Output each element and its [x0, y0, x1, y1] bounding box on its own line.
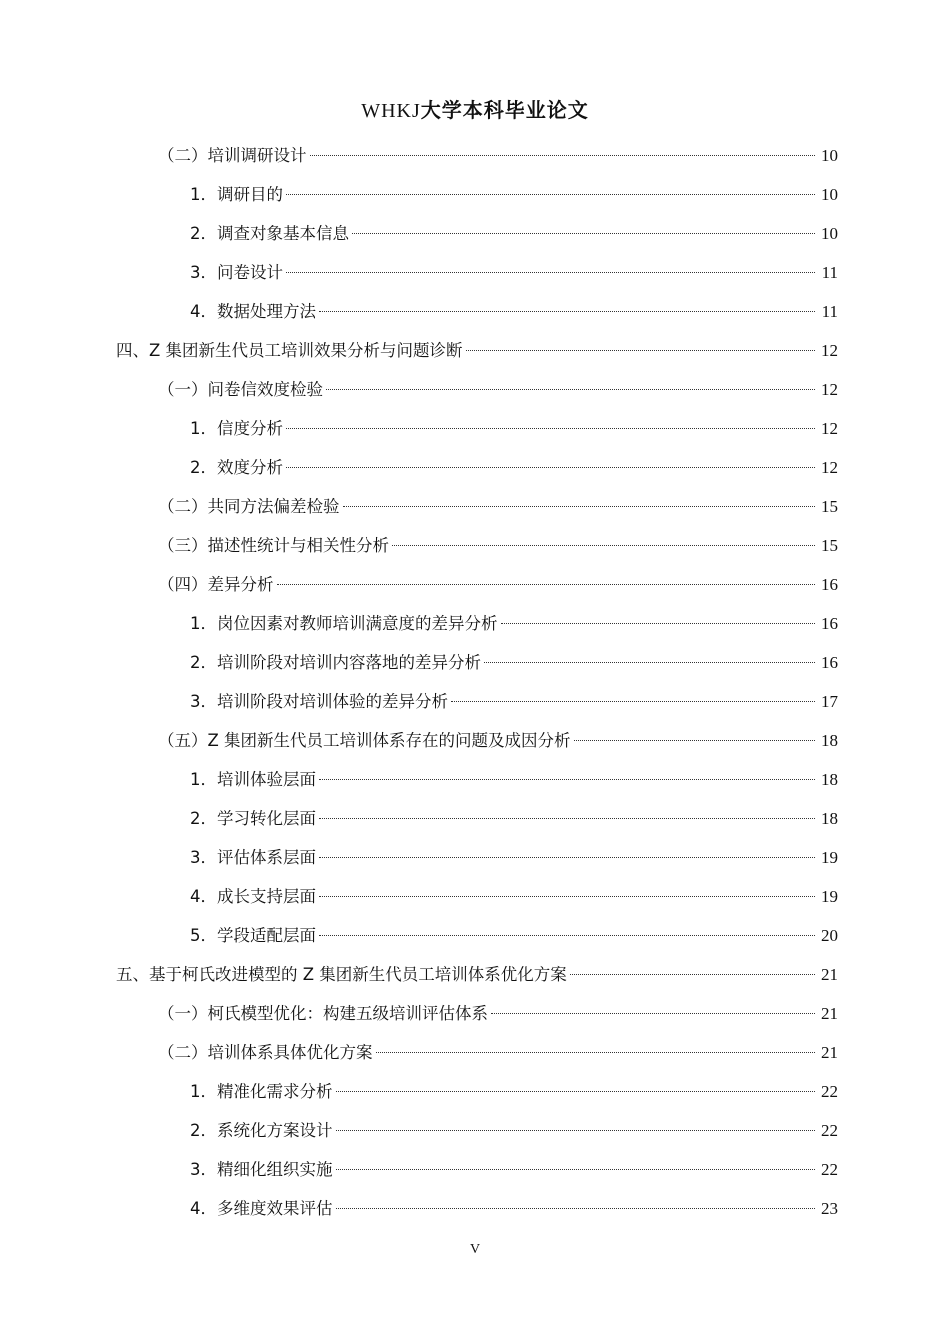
toc-entry-label: （一）柯氏模型优化：构建五级培训评估体系	[158, 1004, 488, 1023]
dot-leader	[336, 1169, 816, 1170]
toc-entry-label: （五）Z 集团新生代员工培训体系存在的问题及成因分析	[158, 731, 571, 750]
toc-entry-page: 21	[821, 1043, 838, 1062]
toc-entry-label: （二）培训体系具体优化方案	[158, 1043, 373, 1062]
toc-entry[interactable]	[158, 370, 838, 409]
toc-entry-page: 16	[821, 575, 838, 594]
dot-leader	[343, 506, 816, 507]
toc-entry[interactable]	[190, 292, 838, 331]
toc-entry[interactable]	[116, 955, 838, 994]
toc-entry-label: （一）问卷信效度检验	[158, 380, 323, 399]
dot-leader	[336, 1130, 816, 1131]
toc-entry[interactable]	[158, 721, 838, 760]
toc-entry[interactable]	[190, 448, 838, 487]
toc-entry-label: 3．评估体系层面	[190, 848, 316, 867]
toc-entry-label: 1．信度分析	[190, 419, 283, 438]
page-header	[0, 94, 950, 123]
toc-entry-label: （三）描述性统计与相关性分析	[158, 536, 389, 555]
toc-entry-label: 四、Z 集团新生代员工培训效果分析与问题诊断	[116, 341, 463, 360]
toc-entry-page: 19	[821, 848, 838, 867]
dot-leader	[574, 740, 815, 741]
toc-entry-label: 1．调研目的	[190, 185, 283, 204]
dot-leader	[319, 779, 815, 780]
toc-entry-page: 16	[821, 653, 838, 672]
toc-entry[interactable]	[190, 682, 838, 721]
dot-leader	[319, 818, 815, 819]
toc-entry-label: 5．学段适配层面	[190, 926, 316, 945]
toc-entry[interactable]	[190, 409, 838, 448]
toc-entry-label: 2．培训阶段对培训内容落地的差异分析	[190, 653, 481, 672]
toc-entry-page: 10	[821, 146, 838, 165]
toc-entry-page: 15	[821, 497, 838, 516]
toc-entry-page: 11	[821, 302, 838, 321]
toc-entry[interactable]	[190, 877, 838, 916]
toc-entry-page: 22	[821, 1160, 838, 1179]
dot-leader	[336, 1208, 816, 1209]
toc-entry[interactable]	[190, 643, 838, 682]
toc-entry-label: 4．成长支持层面	[190, 887, 316, 906]
dot-leader	[277, 584, 816, 585]
toc-entry-label: （二）培训调研设计	[158, 146, 307, 165]
dot-leader	[451, 701, 815, 702]
header-school-code: WHKJ	[361, 100, 421, 122]
toc-entry-page: 18	[821, 770, 838, 789]
toc-entry[interactable]	[190, 1072, 838, 1111]
dot-leader	[319, 857, 815, 858]
dot-leader	[326, 389, 815, 390]
dot-leader	[319, 935, 815, 936]
toc-entry[interactable]	[190, 838, 838, 877]
toc-entry-label: 2．效度分析	[190, 458, 283, 477]
toc-entry-label: 2．系统化方案设计	[190, 1121, 333, 1140]
toc-entry-page: 10	[821, 224, 838, 243]
toc-entry-page: 18	[821, 731, 838, 750]
toc-entry-label: 4．多维度效果评估	[190, 1199, 333, 1218]
toc-entry-label: 1．精准化需求分析	[190, 1082, 333, 1101]
toc-entry-page: 23	[821, 1199, 838, 1218]
dot-leader	[319, 311, 815, 312]
toc-entry-label: （二）共同方法偏差检验	[158, 497, 340, 516]
toc-entry-label: （四）差异分析	[158, 575, 274, 594]
toc-entry[interactable]	[158, 994, 838, 1033]
toc-entry-label: 4．数据处理方法	[190, 302, 316, 321]
dot-leader	[392, 545, 815, 546]
toc-entry-page: 19	[821, 887, 838, 906]
header-title: 大学本科毕业论文	[420, 98, 589, 122]
toc-entry[interactable]	[190, 1189, 838, 1228]
toc-entry-page: 12	[821, 341, 838, 360]
toc-entry-page: 20	[821, 926, 838, 945]
toc-entry-label: 1．岗位因素对教师培训满意度的差异分析	[190, 614, 498, 633]
toc-entry-page: 12	[821, 458, 838, 477]
toc-entry[interactable]	[190, 1150, 838, 1189]
dot-leader	[570, 974, 815, 975]
dot-leader	[484, 662, 815, 663]
toc-entry[interactable]	[158, 526, 838, 565]
dot-leader	[286, 428, 815, 429]
toc-entry-page: 12	[821, 419, 838, 438]
dot-leader	[310, 155, 816, 156]
toc-entry[interactable]	[158, 487, 838, 526]
toc-entry-page: 22	[821, 1121, 838, 1140]
toc-entry-label: 3．问卷设计	[190, 263, 283, 282]
toc-entry-page: 21	[821, 965, 838, 984]
toc-entry-page: 15	[821, 536, 838, 555]
dot-leader	[286, 467, 815, 468]
toc-entry-page: 16	[821, 614, 838, 633]
toc-entry-page: 18	[821, 809, 838, 828]
toc-entry-label: 2．调查对象基本信息	[190, 224, 349, 243]
toc-entry[interactable]	[190, 604, 838, 643]
toc-entry[interactable]	[190, 253, 838, 292]
toc-entry[interactable]	[190, 214, 838, 253]
toc-entry-label: 1．培训体验层面	[190, 770, 316, 789]
dot-leader	[319, 896, 815, 897]
dot-leader	[286, 272, 815, 273]
page-number: V	[469, 1242, 481, 1257]
toc-entry-label: 3．培训阶段对培训体验的差异分析	[190, 692, 448, 711]
toc-entry[interactable]	[158, 1033, 838, 1072]
dot-leader	[501, 623, 816, 624]
toc-entry-page: 11	[821, 263, 838, 282]
toc-entry[interactable]	[116, 331, 838, 370]
toc-entry-label: 2．学习转化层面	[190, 809, 316, 828]
toc-entry-label: 五、基于柯氏改进模型的 Z 集团新生代员工培训体系优化方案	[116, 965, 567, 984]
toc-entry[interactable]	[158, 565, 838, 604]
toc-entry-page: 17	[821, 692, 838, 711]
dot-leader	[376, 1052, 816, 1053]
toc-entry[interactable]	[190, 760, 838, 799]
dot-leader	[336, 1091, 816, 1092]
toc-entry-page: 21	[821, 1004, 838, 1023]
toc-entry[interactable]	[190, 175, 838, 214]
toc-entry[interactable]	[158, 136, 838, 175]
dot-leader	[352, 233, 815, 234]
toc-entry-label: 3．精细化组织实施	[190, 1160, 333, 1179]
toc-entry[interactable]	[190, 799, 838, 838]
toc-entry-page: 22	[821, 1082, 838, 1101]
dot-leader	[491, 1013, 815, 1014]
dot-leader	[466, 350, 815, 351]
toc-entry[interactable]	[190, 916, 838, 955]
toc-entry[interactable]	[190, 1111, 838, 1150]
toc-entry-page: 12	[821, 380, 838, 399]
dot-leader	[286, 194, 815, 195]
toc-entry-page: 10	[821, 185, 838, 204]
